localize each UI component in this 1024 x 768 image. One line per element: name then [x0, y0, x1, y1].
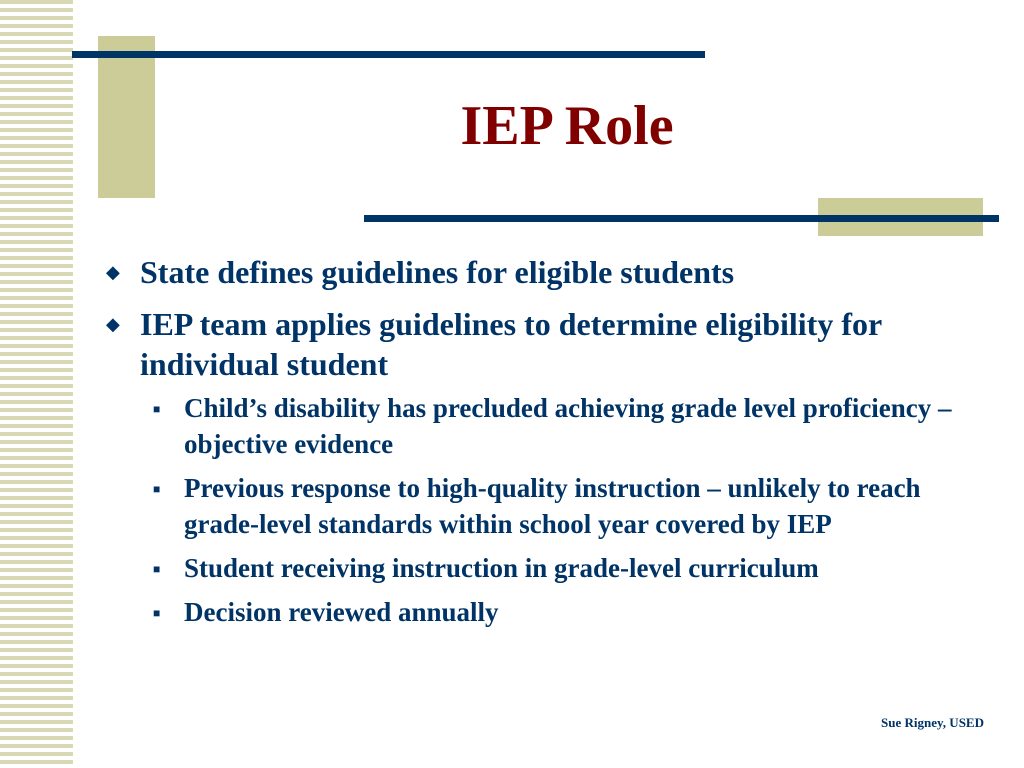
sub-bullet-list [104, 390, 984, 630]
diamond-bullet-icon: ◆ [106, 262, 120, 282]
accent-block-top [98, 36, 155, 198]
sub-bullet-item [104, 550, 984, 586]
bullet-item [104, 252, 984, 292]
square-bullet-icon: ■ [153, 482, 161, 496]
square-bullet-icon: ■ [153, 562, 161, 576]
sub-bullet-text: Decision reviewed annually [184, 597, 499, 627]
square-bullet-icon: ■ [153, 606, 161, 620]
square-bullet-icon: ■ [153, 402, 161, 416]
title-rule-top [72, 51, 705, 58]
sub-bullet-text: Child’s disability has precluded achieving grade level proficiency – objective evidence [184, 393, 952, 459]
bullet-text: State defines guidelines for eligible students [140, 254, 735, 290]
bullet-item [104, 304, 984, 384]
sub-bullet-text: Previous response to high-quality instruction – unlikely to reach grade-level standards within school year covered by IEP [184, 473, 921, 539]
sub-bullet-item [104, 470, 984, 542]
sub-bullet-text: Student receiving instruction in grade-level curriculum [184, 553, 819, 583]
sub-bullet-item [104, 594, 984, 630]
title-rule-bottom [364, 215, 999, 222]
bullet-text: IEP team applies guidelines to determine eligibility for individual student [140, 306, 882, 382]
slide-title: IEP Role [460, 95, 674, 157]
diamond-bullet-icon: ◆ [106, 314, 120, 334]
sub-bullet-item [104, 390, 984, 462]
bullet-list [104, 252, 984, 638]
decorative-stripes [0, 0, 73, 768]
footer-credit: Sue Rigney, USED [881, 715, 984, 730]
